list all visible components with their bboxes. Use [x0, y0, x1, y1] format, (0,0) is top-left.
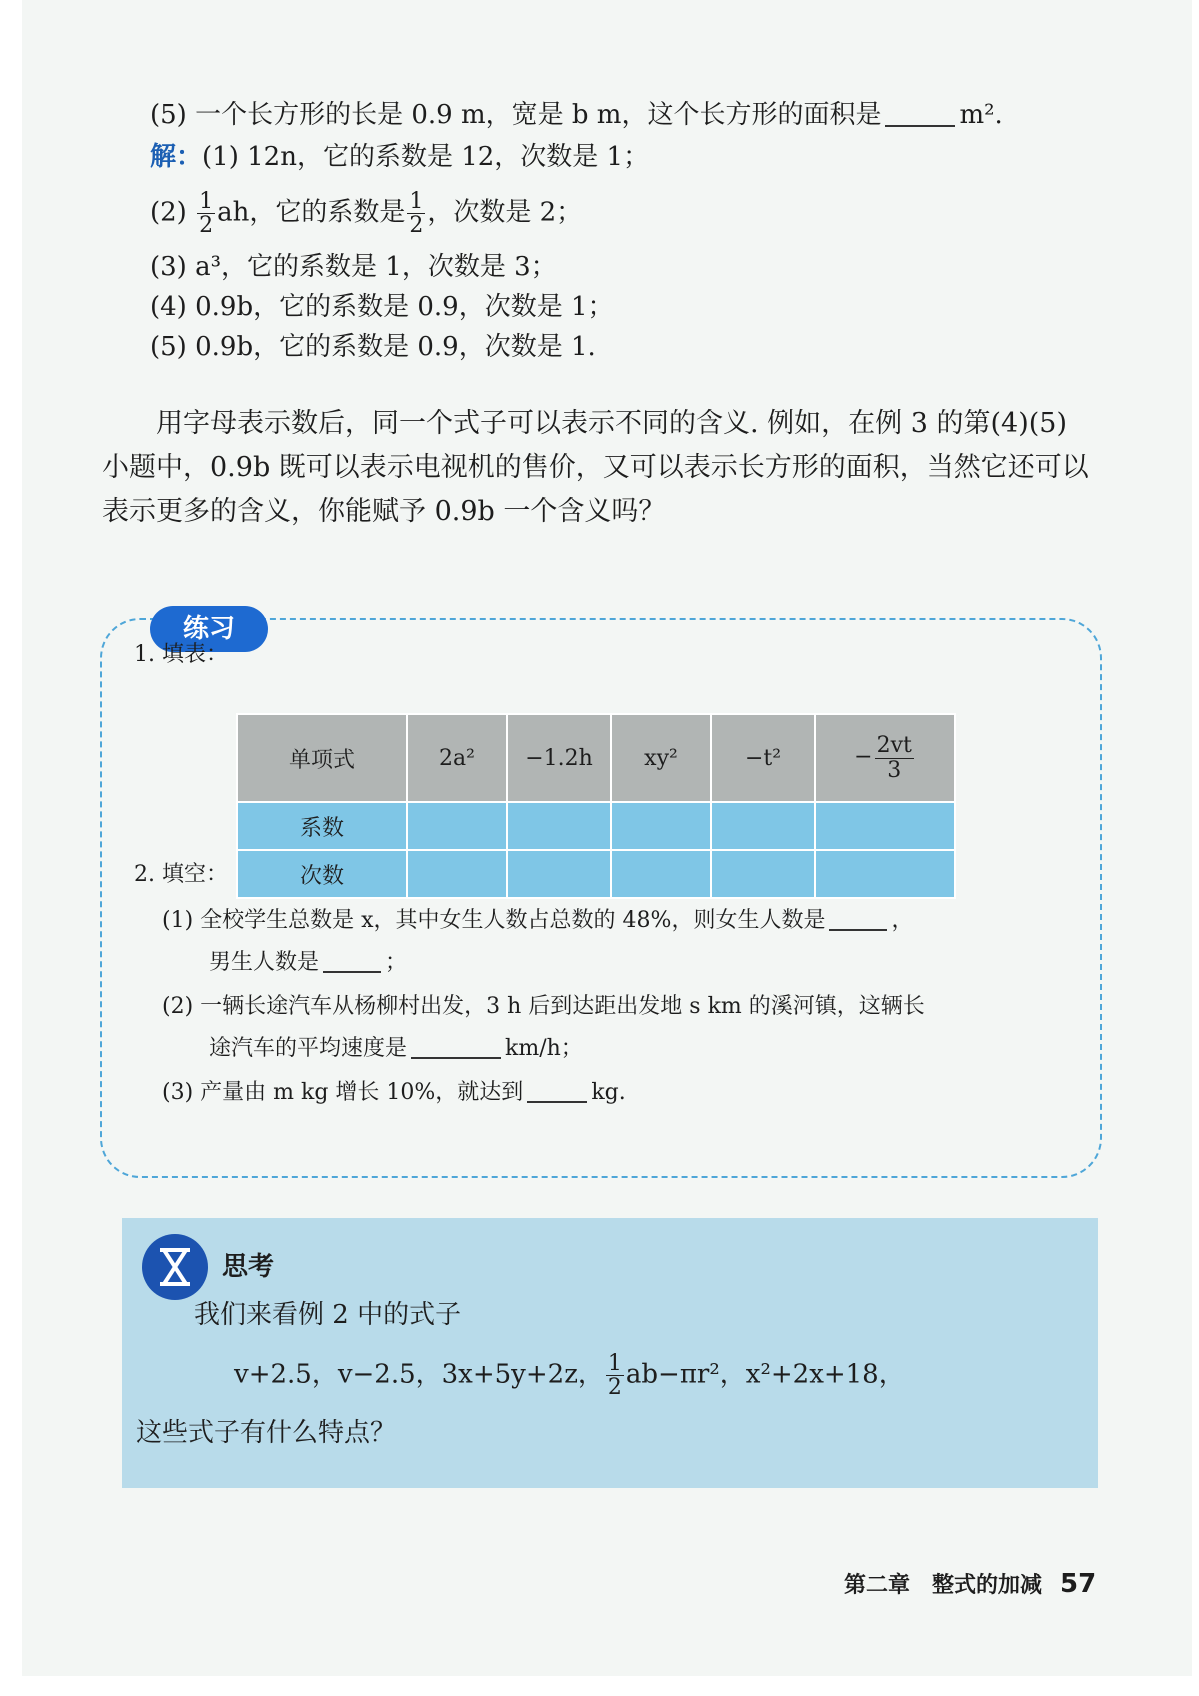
fraction: $\frac{1}{2}$ — [199, 189, 214, 239]
table-cell-monomial: −t² — [711, 714, 815, 802]
table-row — [237, 850, 955, 898]
table-answer-cell — [611, 850, 711, 898]
table-row-label: 次数 — [237, 850, 407, 898]
table-cell-monomial: xy² — [611, 714, 711, 802]
table-row — [237, 802, 955, 850]
fraction: $\frac{1}{2}$ — [607, 1351, 622, 1401]
table-answer-cell — [507, 802, 611, 850]
practice-q2-3: (3) 产量由 m kg 增长 10%，就达到 kg. — [162, 1080, 626, 1105]
solution-line-2: (2) $\frac{1}{2}$ ah，它的系数是 $\frac{1}{2}$ ，次数是 2； — [150, 189, 583, 239]
solution-line-1: 解：(1) 12n，它的系数是 12，次数是 1； — [150, 142, 650, 172]
solution-label: 解： — [150, 142, 203, 172]
table-answer-cell — [815, 802, 955, 850]
table-cell-monomial: 2a² — [407, 714, 507, 802]
answer-blank — [885, 125, 955, 127]
textbook-page — [22, 0, 1192, 1676]
table-header-row — [237, 714, 955, 802]
table-answer-cell — [407, 802, 507, 850]
chapter-title: 第二章 整式的加减 — [844, 1573, 1043, 1598]
solution-line-3: (3) a³，它的系数是 1，次数是 3； — [150, 252, 557, 282]
page-footer — [844, 1568, 1096, 1599]
answer-blank — [829, 929, 887, 931]
hourglass-icon — [142, 1234, 208, 1300]
table-row-label: 系数 — [237, 802, 407, 850]
practice-badge: 练习 — [150, 606, 268, 652]
page-number: 57 — [1060, 1569, 1097, 1599]
table-answer-cell — [507, 850, 611, 898]
practice-q1: 1. 填表： — [134, 642, 228, 667]
fraction: $\frac{2vt}{3}$ — [876, 733, 912, 783]
practice-q2-1: (1) 全校学生总数是 x，其中女生人数占总数的 48%，则女生人数是 ， — [162, 908, 914, 933]
table-answer-cell — [815, 850, 955, 898]
practice-q2-2b: 途汽车的平均速度是 km/h； — [209, 1036, 583, 1061]
table-answer-cell — [407, 850, 507, 898]
table-header-label: 单项式 — [237, 714, 407, 802]
answer-blank — [323, 971, 381, 973]
answer-blank — [527, 1101, 587, 1103]
example-question-5: (5) 一个长方形的长是 0.9 m，宽是 b m，这个长方形的面积是 m². — [150, 100, 1003, 130]
practice-q2-2: (2) 一辆长途汽车从杨柳村出发，3 h 后到达距出发地 s km 的溪河镇，这辆长 — [162, 994, 925, 1019]
think-title: 思考 — [222, 1252, 275, 1282]
hourglass-icon-svg — [142, 1234, 208, 1300]
table-answer-cell — [711, 802, 815, 850]
table-cell-monomial: − $\frac{2vt}{3}$ — [815, 714, 955, 802]
monomial-table — [236, 713, 956, 899]
solution-line-5: (5) 0.9b，它的系数是 0.9，次数是 1. — [150, 332, 596, 362]
table-answer-cell — [611, 802, 711, 850]
table-answer-cell — [711, 850, 815, 898]
think-intro: 我们来看例 2 中的式子 — [194, 1300, 462, 1330]
think-question: 这些式子有什么特点？ — [136, 1418, 397, 1448]
table-cell-monomial: −1.2h — [507, 714, 611, 802]
practice-q2: 2. 填空： — [134, 862, 228, 887]
practice-q2-1b: 男生人数是 ； — [209, 950, 408, 975]
fraction: $\frac{1}{2}$ — [409, 189, 424, 239]
solution-line-4: (4) 0.9b，它的系数是 0.9，次数是 1； — [150, 292, 614, 322]
think-expressions: v+2.5，v−2.5，3x+5y+2z， $\frac{1}{2}$ ab−πr²，x²+2x+18， — [234, 1351, 905, 1401]
answer-blank — [411, 1057, 501, 1059]
explanation-paragraph: 用字母表示数后，同一个式子可以表示不同的含义. 例如，在例 3 的第(4)(5)小题中，0.9b 既可以表示电视机的售价，又可以表示长方形的面积，当然它还可以表示更多的含义，你能赋予 0.9b 一个含义吗？ — [102, 408, 1089, 527]
